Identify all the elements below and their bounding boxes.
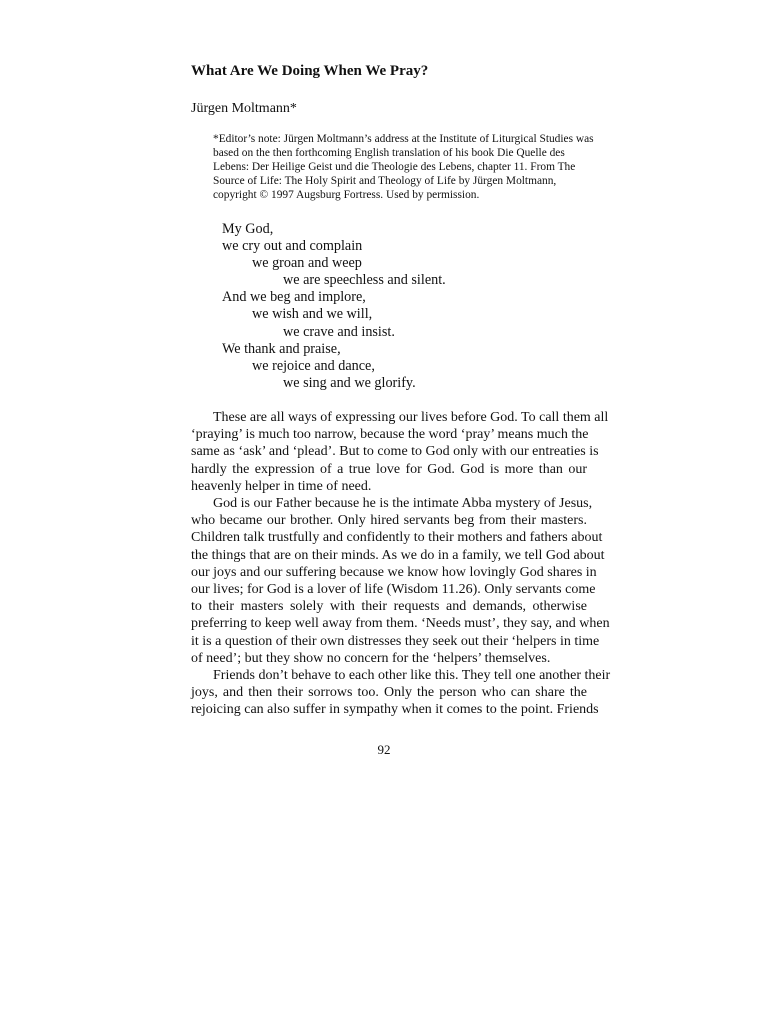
- body-line: heavenly helper in time of need.: [191, 478, 372, 494]
- body-line: who became our brother. Only hired servants beg from their masters.: [191, 513, 587, 529]
- editor-note-line: copyright © 1997 Augsburg Fortress. Used by permission.: [213, 189, 480, 201]
- body-line: same as ‘ask’ and ‘plead’. But to come to God only with our entreaties is: [191, 444, 599, 460]
- body-line: ‘praying’ is much too narrow, because the word ‘pray’ means much the: [191, 427, 589, 443]
- poem-line: we wish and we will,: [252, 306, 373, 323]
- poem-line: we sing and we glorify.: [283, 374, 416, 391]
- body-line: These are all ways of expressing our lives before God. To call them all: [213, 409, 609, 425]
- poem-line: we are speechless and silent.: [283, 272, 446, 289]
- body-line: it is a question of their own distresses they seek out their ‘helpers in time: [191, 633, 600, 649]
- page-content: [191, 62, 611, 719]
- body-line: Children talk trustfully and confidently to their mothers and fathers about: [191, 530, 603, 546]
- editor-note-line: based on the then forthcoming English translation of his book Die Quelle des: [213, 147, 565, 159]
- body-line: God is our Father because he is the intimate Abba mystery of Jesus,: [213, 495, 593, 511]
- body-line: hardly the expression of a true love for God. God is more than our: [191, 461, 587, 477]
- body-line: our joys and our suffering because we know how lovingly God shares in: [191, 564, 597, 580]
- body-line: preferring to keep well away from them. ‘Needs must’, they say, and when: [191, 616, 610, 632]
- body-line: rejoicing can also suffer in sympathy when it comes to the point. Friends: [191, 702, 599, 718]
- editor-note-line: Source of Life: The Holy Spirit and Theology of Life by Jürgen Moltmann,: [213, 175, 557, 187]
- author-name: Jürgen Moltmann*: [191, 101, 297, 116]
- body-line: joys, and then their sorrows too. Only the person who can share the: [191, 685, 587, 701]
- body-line: of need’; but they show no concern for the ‘helpers’ themselves.: [191, 650, 551, 666]
- body-line: to their masters solely with their requests and demands, otherwise: [191, 599, 587, 615]
- poem-line: My God,: [222, 221, 274, 237]
- editor-note-line: Lebens: Der Heilige Geist und die Theologie des Lebens, chapter 11. From The: [213, 161, 576, 173]
- body-line: Friends don’t behave to each other like this. They tell one another their: [213, 667, 611, 683]
- editor-note: [213, 132, 594, 202]
- poem-line: we crave and insist.: [283, 323, 395, 340]
- poem-line: we groan and weep: [252, 255, 362, 272]
- poem: [222, 221, 587, 392]
- body-text: [191, 409, 611, 719]
- body-line: the things that are on their minds. As we do in a family, we tell God about: [191, 547, 605, 563]
- poem-line: We thank and praise,: [222, 340, 341, 357]
- article-title: What Are We Doing When We Pray?: [191, 63, 429, 79]
- poem-line: we rejoice and dance,: [252, 357, 375, 374]
- poem-line: And we beg and implore,: [222, 289, 366, 306]
- page-number: 92: [377, 742, 391, 757]
- body-line: our lives; for God is a lover of life (Wisdom 11.26). Only servants come: [191, 581, 596, 597]
- editor-note-line: *Editor’s note: Jürgen Moltmann’s address at the Institute of Liturgical Studies was: [213, 133, 594, 145]
- poem-line: we cry out and complain: [222, 238, 363, 255]
